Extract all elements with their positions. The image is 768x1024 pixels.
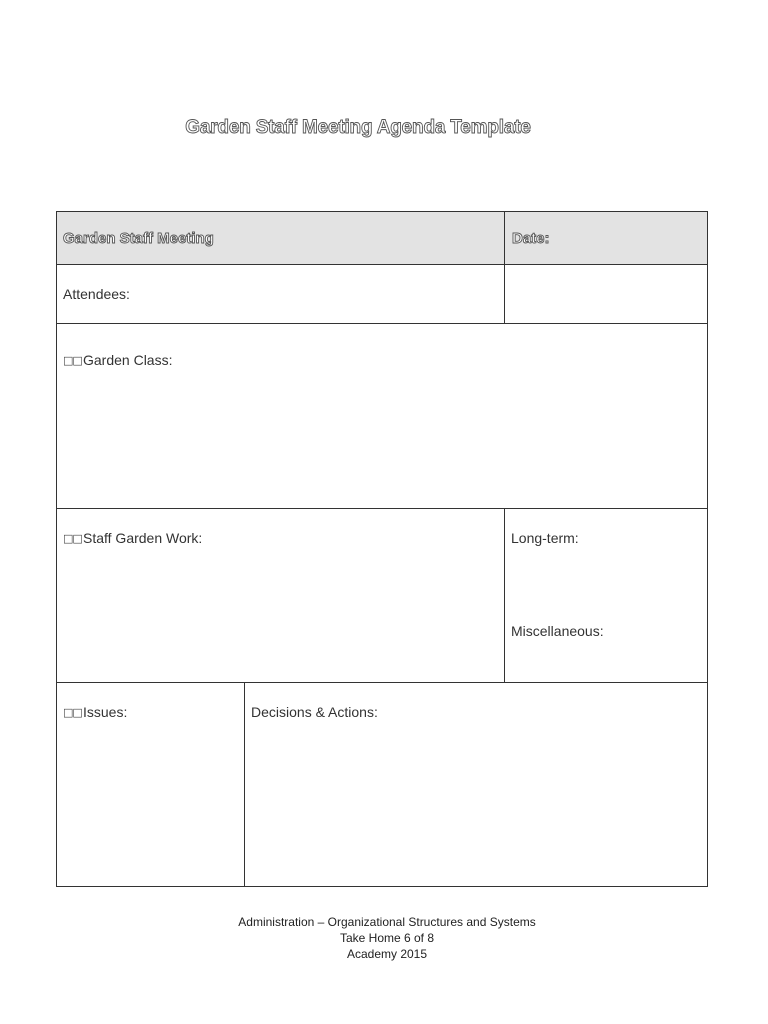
column-divider	[244, 682, 245, 887]
footer-academy-line: Academy 2015	[346, 947, 428, 961]
row-divider	[57, 682, 707, 683]
miscellaneous-label: Miscellaneous:	[511, 623, 604, 639]
column-divider	[504, 212, 505, 323]
staff-garden-work-item	[63, 530, 202, 546]
agenda-table	[56, 211, 708, 887]
decisions-actions-label: Decisions & Actions:	[251, 704, 378, 720]
checkbox-icon: □□	[63, 354, 82, 367]
date-header-label: Date:	[512, 230, 550, 247]
page-footer	[0, 914, 768, 962]
staff-garden-work-label: Staff Garden Work:	[83, 530, 203, 546]
garden-class-label: Garden Class:	[83, 352, 173, 368]
page-title: Garden Staff Meeting Agenda Template	[185, 117, 531, 138]
checkbox-icon: □□	[63, 532, 82, 545]
issues-item	[63, 704, 127, 720]
issues-label: Issues:	[83, 704, 128, 720]
footer-page-line: Take Home 6 of 8	[339, 931, 435, 945]
column-divider	[504, 508, 505, 682]
row-divider	[57, 508, 707, 509]
checkbox-icon: □□	[63, 706, 82, 719]
row-divider	[57, 323, 707, 324]
long-term-label: Long-term:	[511, 530, 579, 546]
footer-course-line: Administration – Organizational Structures and Systems	[238, 915, 536, 929]
garden-class-item	[63, 352, 172, 368]
meeting-header-label: Garden Staff Meeting	[63, 230, 214, 247]
attendees-label: Attendees:	[63, 286, 130, 302]
row-divider	[57, 264, 707, 265]
